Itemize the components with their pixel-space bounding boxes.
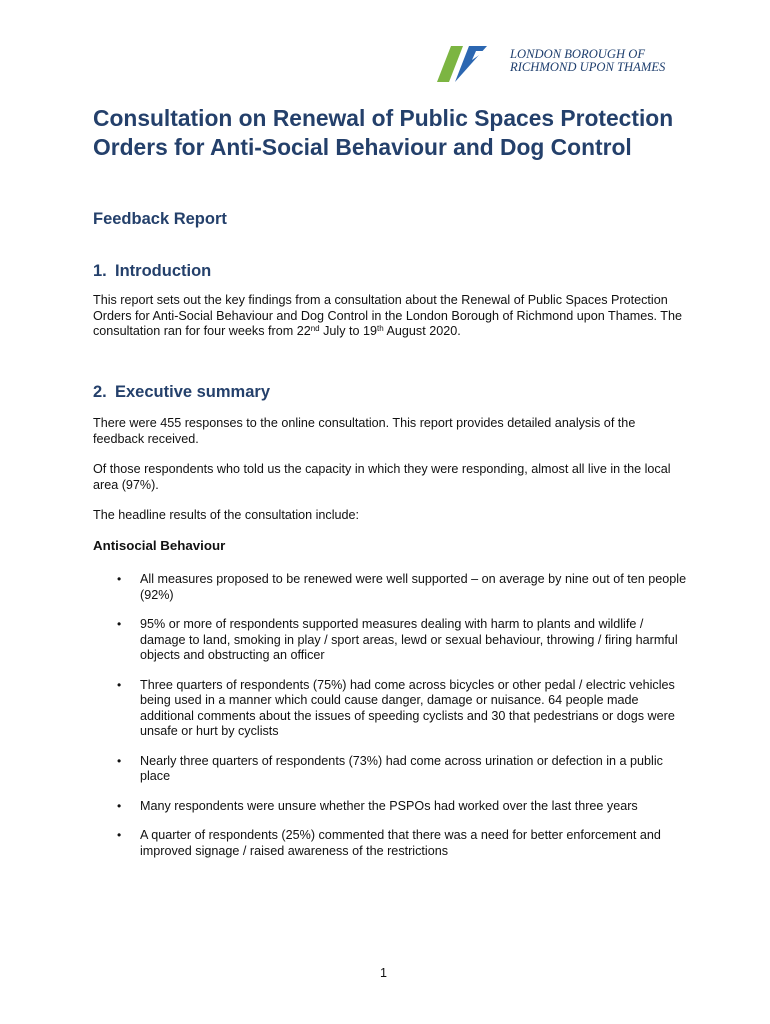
introduction-paragraph: This report sets out the key findings from a consultation about the Renewal of Public Spaces Protection Orders for Anti-Social Behaviour and Dog Control in the London Borough of Richmond upon Thames. The consultation ran for four weeks from 22nd July to 19th August 2020. xyxy=(93,293,682,338)
executive-summary-heading-text: Executive summary xyxy=(115,383,271,401)
bullet-text: 95% or more of respondents supported measures dealing with harm to plants and wildlife / damage to land, smoking in play / sport areas, lewd or sexual behaviour, throwing / firing harmful objects and obstructing an officer xyxy=(140,617,678,662)
executive-summary-heading xyxy=(93,383,270,402)
bullet-item xyxy=(117,678,687,740)
introduction-number: 1. xyxy=(93,262,107,280)
bullet-text: Three quarters of respondents (75%) had come across bicycles or other pedal / electric vehicles being used in a manner which could cause danger, damage or nuisance. 64 people made additional comments about the issues of speeding cyclists and 30 that pedestrians or dogs were unsafe or hurt by cyclists xyxy=(140,677,675,738)
bullet-icon: • xyxy=(117,677,122,692)
bullet-text: Nearly three quarters of respondents (73%) had come across urination or defection in a public place xyxy=(140,753,663,783)
bullet-text: A quarter of respondents (25%) commented that there was a need for better enforcement and improved signage / raised awareness of the restrictions xyxy=(140,828,661,858)
bullet-item xyxy=(117,617,687,664)
logo-line-1: LONDON BOROUGH OF xyxy=(510,47,646,61)
introduction-heading-text: Introduction xyxy=(115,262,212,280)
bullet-icon: • xyxy=(117,828,122,842)
bullet-text: Many respondents were unsure whether the PSPOs had worked over the last three years xyxy=(140,798,638,813)
antisocial-bullet-list xyxy=(117,572,687,873)
logo-line-2: RICHMOND UPON THAMES xyxy=(510,60,666,74)
executive-summary-number: 2. xyxy=(93,383,107,401)
richmond-r-logo-icon xyxy=(437,42,507,88)
bullet-item xyxy=(117,754,687,785)
document-subtitle: Feedback Report xyxy=(93,210,227,228)
summary-paragraph-responses: There were 455 responses to the online consultation. This report provides detailed analysis of the feedback received. xyxy=(93,416,636,446)
document-title: Consultation on Renewal of Public Spaces Protection Orders for Anti-Social Behaviour and Dog Control xyxy=(93,105,674,160)
bullet-item xyxy=(117,572,687,603)
bullet-text: All measures proposed to be renewed were well supported – on average by nine out of ten people (92%) xyxy=(140,572,687,602)
introduction-heading xyxy=(93,262,211,281)
summary-paragraph-headline: The headline results of the consultation include: xyxy=(93,508,360,522)
summary-paragraph-capacity: Of those respondents who told us the capacity in which they were responding, almost all live in the local area (97%). xyxy=(93,462,671,492)
page-number: 1 xyxy=(380,966,388,980)
bullet-icon: • xyxy=(117,617,122,631)
bullet-icon: • xyxy=(117,572,122,586)
bullet-item xyxy=(117,799,687,815)
antisocial-heading: Antisocial Behaviour xyxy=(93,538,226,553)
council-logo xyxy=(437,42,682,88)
bullet-icon: • xyxy=(117,798,122,813)
bullet-icon: • xyxy=(117,753,122,768)
logo-text xyxy=(510,48,665,74)
bullet-item xyxy=(117,828,687,859)
